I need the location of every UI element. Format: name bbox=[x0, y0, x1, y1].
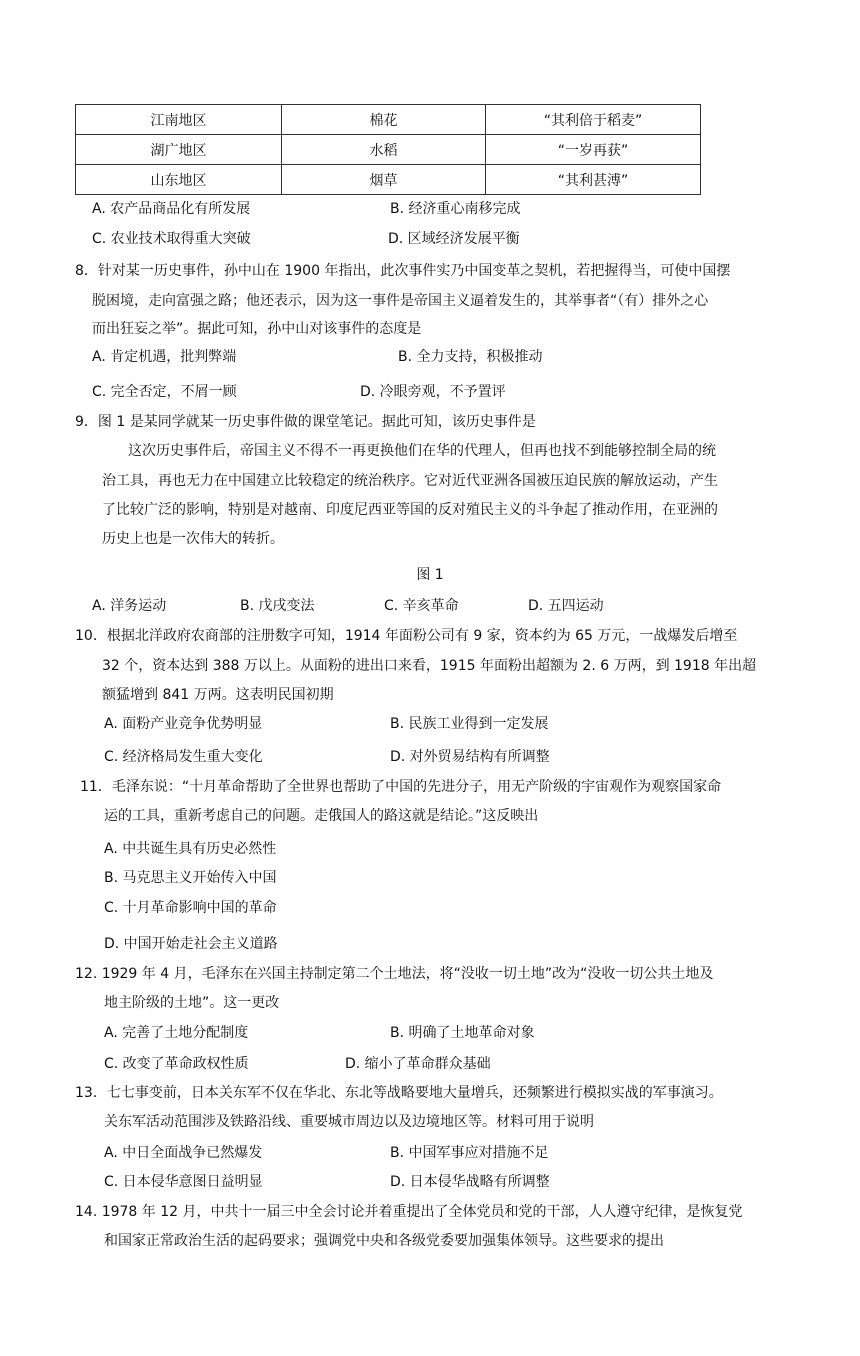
q8-option-d: D. 冷眼旁观，不予置评 bbox=[360, 384, 506, 400]
table-row bbox=[76, 165, 701, 195]
q7-option-d: D. 区域经济发展平衡 bbox=[388, 231, 520, 247]
table-cell: 水稻 bbox=[282, 135, 486, 165]
q13-option-d: D. 日本侵华战略有所调整 bbox=[390, 1174, 550, 1190]
table-cell: 烟草 bbox=[282, 165, 486, 195]
crop-table bbox=[75, 104, 701, 195]
q9-note-line: 这次历史事件后，帝国主义不得不一再更换他们在华的代理人，但再也找不到能够控制全局的统 bbox=[128, 443, 716, 459]
table-cell: “其利倍于稻麦” bbox=[486, 105, 701, 135]
q10-option-c: C. 经济格局发生重大变化 bbox=[104, 749, 263, 765]
q9-note-line: 历史上也是一次伟大的转折。 bbox=[102, 531, 284, 547]
q12-option-a: A. 完善了土地分配制度 bbox=[104, 1025, 249, 1041]
q11-option-a: A. 中共诞生具有历史必然性 bbox=[104, 841, 277, 857]
q7-option-a: A. 农产品商品化有所发展 bbox=[92, 201, 251, 217]
q9-option-b: B. 戊戌变法 bbox=[240, 598, 315, 614]
q11-stem-line: 运的工具，重新考虑自己的问题。走俄国人的路这就是结论。”这反映出 bbox=[104, 808, 539, 824]
q9-note-line: 了比较广泛的影响，特别是对越南、印度尼西亚等国的反对殖民主义的斗争起了推动作用，在亚洲的 bbox=[102, 502, 718, 518]
table-row bbox=[76, 105, 701, 135]
q8-option-c: C. 完全否定，不屑一顾 bbox=[92, 384, 237, 400]
q8-option-a: A. 肯定机遇，批判弊端 bbox=[92, 349, 237, 365]
q8-stem-line: 8．针对某一历史事件，孙中山在 1900 年指出，此次事件实乃中国变革之契机，若把握得当，可使中国摆 bbox=[75, 263, 731, 279]
figure-caption: 图 1 bbox=[416, 567, 444, 583]
q13-option-b: B. 中国军事应对措施不足 bbox=[390, 1145, 549, 1161]
q9-stem: 9．图 1 是某同学就某一历史事件做的课堂笔记。据此可知，该历史事件是 bbox=[75, 414, 536, 430]
q11-option-c: C. 十月革命影响中国的革命 bbox=[104, 900, 277, 916]
table-cell: 江南地区 bbox=[76, 105, 282, 135]
q8-option-b: B. 全力支持，积极推动 bbox=[398, 349, 543, 365]
q12-option-c: C. 改变了革命政权性质 bbox=[104, 1056, 249, 1072]
q9-option-d: D. 五四运动 bbox=[528, 598, 604, 614]
q7-option-b: B. 经济重心南移完成 bbox=[390, 201, 521, 217]
q11-option-b: B. 马克思主义开始传入中国 bbox=[104, 870, 277, 886]
q13-stem-line: 关东军活动范围涉及铁路沿线、重要城市周边以及边境地区等。材料可用于说明 bbox=[104, 1114, 594, 1130]
table-cell: 棉花 bbox=[282, 105, 486, 135]
q10-stem-line: 32 个，资本达到 388 万以上。从面粉的进出口来看，1915 年面粉出超额为 2. 6 万两，到 1918 年出超 bbox=[102, 658, 757, 674]
q11-option-d: D. 中国开始走社会主义道路 bbox=[104, 936, 278, 952]
q9-option-a: A. 洋务运动 bbox=[92, 598, 167, 614]
q12-option-d: D. 缩小了革命群众基础 bbox=[345, 1056, 491, 1072]
q12-stem-line: 12. 1929 年 4 月，毛泽东在兴国主持制定第二个土地法，将“没收一切土地”改为“没收一切公共土地及 bbox=[75, 966, 714, 982]
q14-stem-line: 和国家正常政治生活的起码要求；强调党中央和各级党委要加强集体领导。这些要求的提出 bbox=[104, 1233, 664, 1249]
q10-option-d: D. 对外贸易结构有所调整 bbox=[390, 749, 550, 765]
table-cell: “其利甚溥” bbox=[486, 165, 701, 195]
q9-note-line: 治工具，再也无力在中国建立比较稳定的统治秩序。它对近代亚洲各国被压迫民族的解放运动，产生 bbox=[102, 473, 718, 489]
q13-option-a: A. 中日全面战争已然爆发 bbox=[104, 1145, 263, 1161]
q13-option-c: C. 日本侵华意图日益明显 bbox=[104, 1174, 263, 1190]
q12-option-b: B. 明确了土地革命对象 bbox=[390, 1025, 535, 1041]
q8-stem-line: 脱困境，走向富强之路；他还表示，因为这一事件是帝国主义逼着发生的，其举事者“（有）排外之心 bbox=[92, 293, 709, 309]
q12-stem-line: 地主阶级的土地”。这一更改 bbox=[104, 995, 280, 1011]
q11-stem-line: 11．毛泽东说：“十月革命帮助了全世界也帮助了中国的先进分子，用无产阶级的宇宙观作为观察国家命 bbox=[80, 779, 722, 795]
q10-option-b: B. 民族工业得到一定发展 bbox=[390, 716, 549, 732]
q9-option-c: C. 辛亥革命 bbox=[384, 598, 459, 614]
q10-option-a: A. 面粉产业竞争优势明显 bbox=[104, 716, 263, 732]
q13-stem-line: 13．七七事变前，日本关东军不仅在华北、东北等战略要地大量增兵，还频繁进行模拟实战的军事演习。 bbox=[75, 1085, 723, 1101]
table-row bbox=[76, 135, 701, 165]
q10-stem-line: 额猛增到 841 万两。这表明民国初期 bbox=[102, 687, 334, 703]
table-cell: 山东地区 bbox=[76, 165, 282, 195]
q8-stem-line: 而出狂妄之举”。据此可知，孙中山对该事件的态度是 bbox=[92, 321, 422, 337]
q14-stem-line: 14. 1978 年 12 月，中共十一届三中全会讨论并着重提出了全体党员和党的干部，人人遵守纪律，是恢复党 bbox=[75, 1204, 743, 1220]
q10-stem-line: 10．根据北洋政府农商部的注册数字可知，1914 年面粉公司有 9 家，资本约为 65 万元，一战爆发后增至 bbox=[75, 628, 738, 644]
table-cell: 湖广地区 bbox=[76, 135, 282, 165]
q7-option-c: C. 农业技术取得重大突破 bbox=[92, 231, 251, 247]
table-cell: “一岁再获” bbox=[486, 135, 701, 165]
